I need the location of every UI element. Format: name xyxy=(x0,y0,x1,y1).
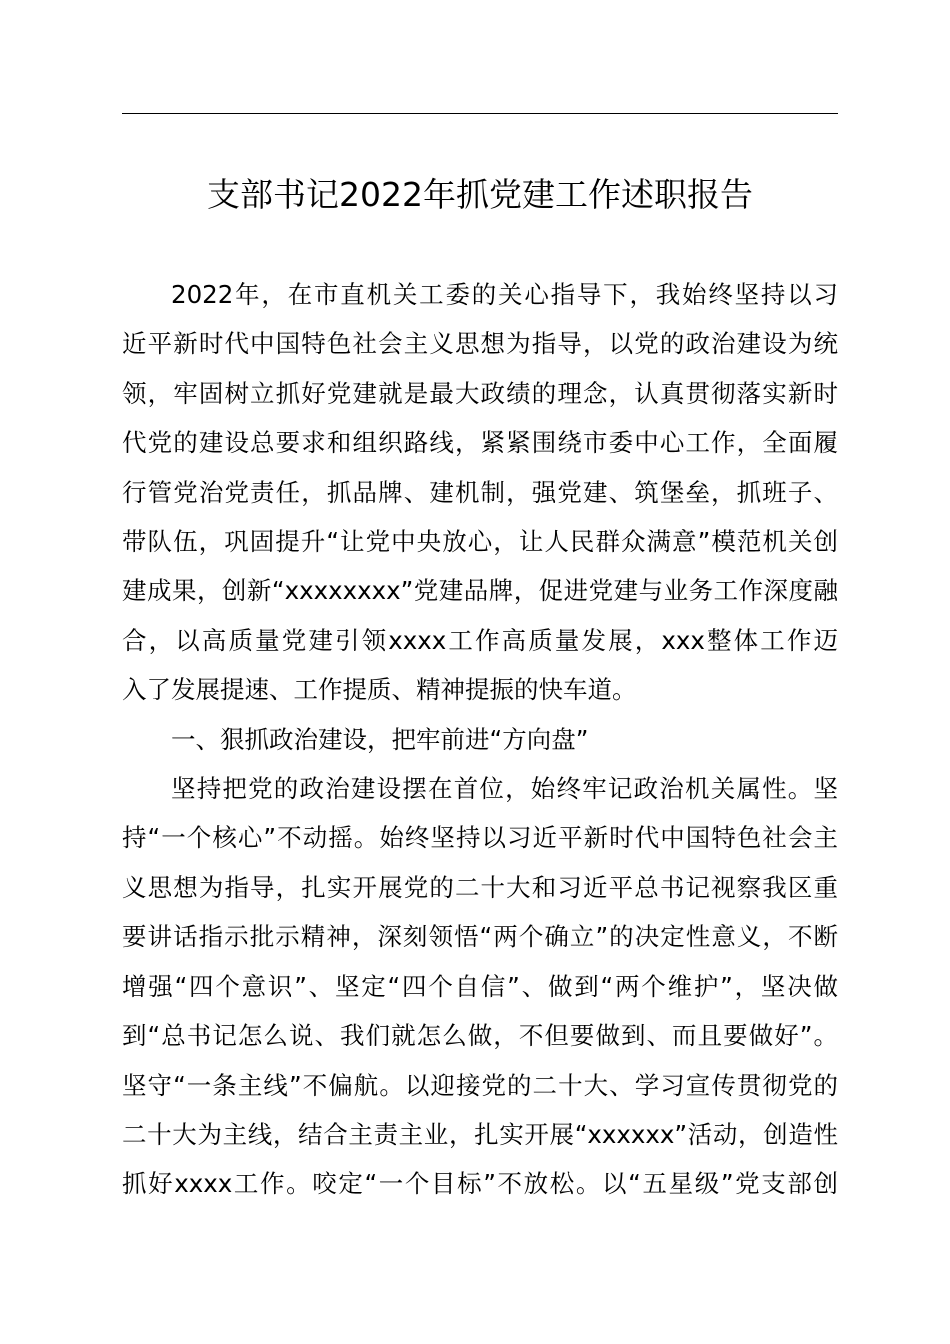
text-line: 入了发展提速、工作提质、精神提振的快车道。 xyxy=(122,675,637,705)
document-body xyxy=(122,270,838,1209)
text-line: 要讲话指示批示精神，深刻领悟“两个确立”的决定性意义，不断 xyxy=(122,922,838,952)
section-heading xyxy=(122,715,838,764)
text-line: 带队伍，巩固提升“让党中央放心，让人民群众满意”模范机关创 xyxy=(122,527,838,557)
text-line: 近平新时代中国特色社会主义思想为指导，以党的政治建设为统 xyxy=(122,329,838,359)
text-line: 义思想为指导，扎实开展党的二十大和习近平总书记视察我区重 xyxy=(122,872,838,902)
text-line: 到“总书记怎么说、我们就怎么做，不但要做到、而且要做好”。 xyxy=(122,1021,838,1051)
text-line: 增强“四个意识”、坚定“四个自信”、做到“两个维护”，坚决做 xyxy=(122,971,838,1001)
text-line: 代党的建设总要求和组织路线，紧紧围绕市委中心工作，全面履 xyxy=(122,428,838,458)
text-line: 抓好xxxx工作。咬定“一个目标”不放松。以“五星级”党支部创 xyxy=(122,1169,838,1199)
text-line: 合，以高质量党建引领xxxx工作高质量发展，xxx整体工作迈 xyxy=(122,625,838,655)
document-title: 支部书记2022年抓党建工作述职报告 xyxy=(207,175,753,214)
text-line: 2022年，在市直机关工委的关心指导下，我始终坚持以习 xyxy=(171,280,838,309)
text-line: 建成果，创新“xxxxxxxx”党建品牌，促进党建与业务工作深度融 xyxy=(122,576,838,606)
paragraph-section-1 xyxy=(122,764,838,1209)
text-line: 领，牢固树立抓好党建就是最大政绩的理念，认真贯彻落实新时 xyxy=(122,378,838,408)
text-line: 行管党治党责任，抓品牌、建机制，强党建、筑堡垒，抓班子、 xyxy=(122,477,838,507)
section-1-heading: 一、狠抓政治建设，把牢前进“方向盘” xyxy=(171,724,589,754)
text-line: 二十大为主线，结合主责主业，扎实开展“xxxxxx”活动，创造性 xyxy=(122,1119,838,1149)
paragraph-intro xyxy=(122,270,838,715)
text-line: 坚持把党的政治建设摆在首位，始终牢记政治机关属性。坚 xyxy=(171,774,838,804)
text-line: 坚守“一条主线”不偏航。以迎接党的二十大、学习宣传贯彻党的 xyxy=(122,1070,838,1100)
header-rule xyxy=(122,113,838,114)
text-line: 持“一个核心”不动摇。始终坚持以习近平新时代中国特色社会主 xyxy=(122,823,838,853)
